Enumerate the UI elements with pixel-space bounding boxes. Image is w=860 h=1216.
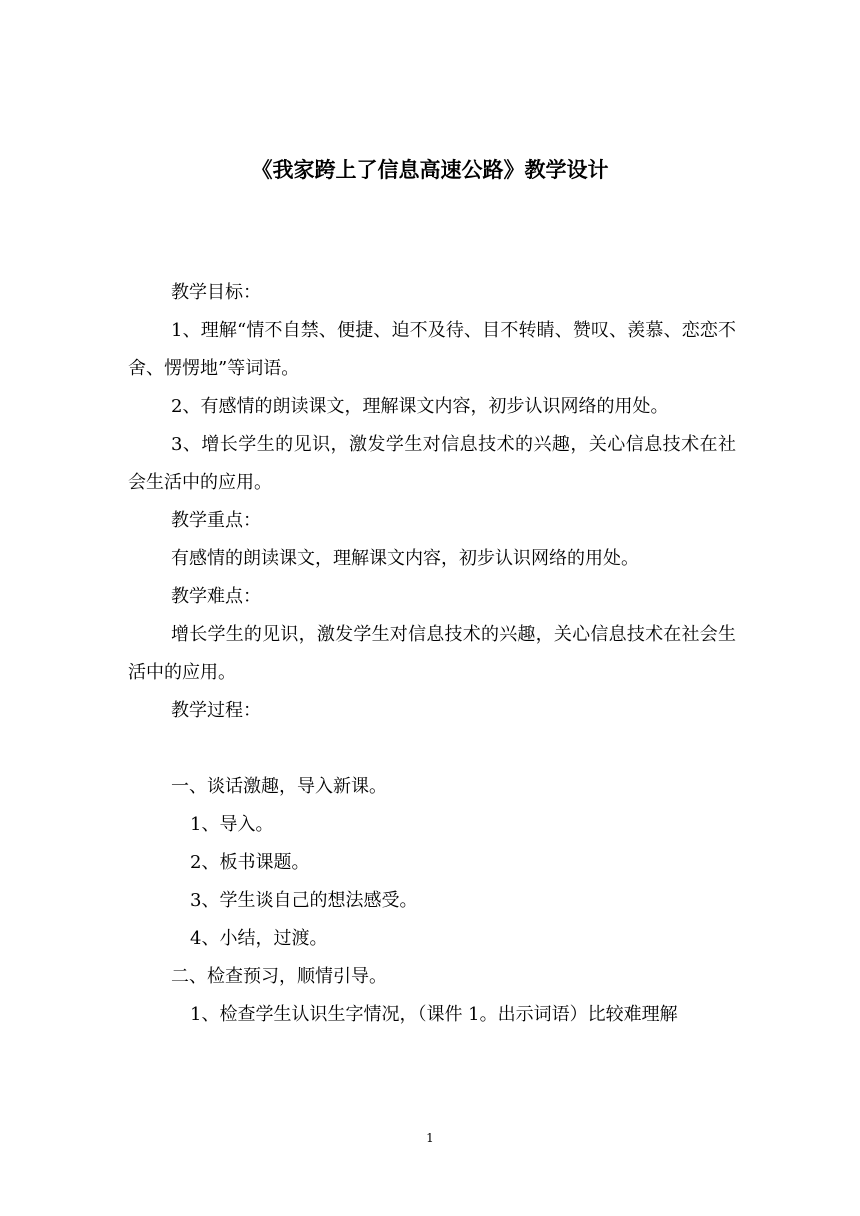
difficulty-text: 增长学生的见识，激发学生对信息技术的兴趣，关心信息技术在社会生活中的应用。 [128,624,736,683]
difficulty-heading: 教学难点： [171,586,261,607]
page-number: 1 [426,1131,434,1145]
part-1-heading: 一、谈话激趣，导入新课。 [171,776,387,797]
blank-line [128,730,736,768]
part-2-step-1: 1、检查学生认识生字情况，（课件 1。出示词语）比较难理解 [190,1004,678,1025]
part-1-step-4: 4、小结，过渡。 [190,928,328,949]
goal-2: 2、有感情的朗读课文，理解课文内容，初步认识网络的用处。 [171,396,669,417]
part-1-step-1: 1、导入。 [190,814,274,835]
document-body [128,274,736,1034]
goals-heading: 教学目标： [171,282,261,303]
part-1-step-3: 3、学生谈自己的想法感受。 [190,890,418,911]
document-title: 《我家跨上了信息高速公路》教学设计 [251,158,609,182]
part-1-step-2: 2、板书课题。 [190,852,310,873]
key-heading: 教学重点： [171,510,261,531]
goal-1: 1、理解“情不自禁、便捷、迫不及待、目不转睛、赞叹、羡慕、恋恋不舍、愣愣地”等词语。 [128,320,736,379]
part-2-heading: 二、检查预习，顺情引导。 [171,966,387,987]
goal-3: 3、增长学生的见识，激发学生对信息技术的兴趣，关心信息技术在社会生活中的应用。 [128,434,736,493]
process-heading: 教学过程： [171,700,261,721]
key-text: 有感情的朗读课文，理解课文内容，初步认识网络的用处。 [171,548,639,569]
